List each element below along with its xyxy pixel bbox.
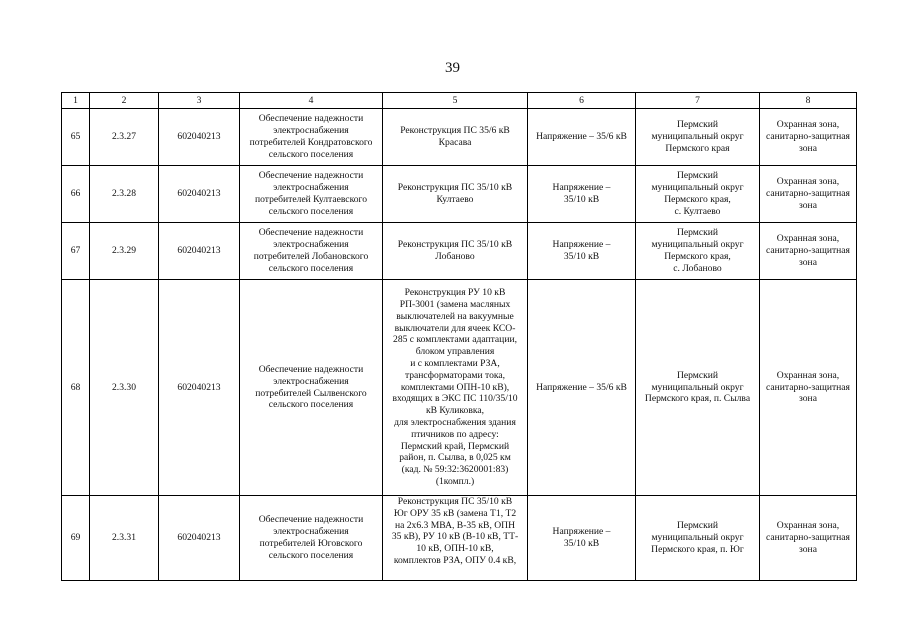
row-purpose: Обеспечение надежности электроснабжения потребителей Юговского сельского поселения xyxy=(240,496,383,581)
row-location: Пермский муниципальный округ Пермского края xyxy=(636,109,760,166)
objects-table xyxy=(61,92,857,581)
row-number: 65 xyxy=(62,109,90,166)
row-location: Пермский муниципальный округ Пермского края, с. Култаево xyxy=(636,166,760,223)
row-zone: Охранная зона, санитарно-защитная зона xyxy=(760,280,857,496)
page-number: 39 xyxy=(445,60,460,76)
row-code: 2.3.29 xyxy=(90,223,159,280)
row-code: 2.3.27 xyxy=(90,109,159,166)
row-object: Реконструкция ПС 35/10 кВ Култаево xyxy=(383,166,528,223)
row-id: 602040213 xyxy=(159,109,240,166)
header-cell: 3 xyxy=(159,93,240,109)
header-cell: 2 xyxy=(90,93,159,109)
row-id: 602040213 xyxy=(159,280,240,496)
row-purpose: Обеспечение надежности электроснабжения потребителей Култаевского сельского поселения xyxy=(240,166,383,223)
row-code: 2.3.28 xyxy=(90,166,159,223)
row-characteristics: Напряжение – 35/10 кВ xyxy=(528,496,636,581)
row-object: Реконструкция ПС 35/6 кВ Красава xyxy=(383,109,528,166)
table-row xyxy=(62,109,857,166)
row-location: Пермский муниципальный округ Пермского края, п. Сылва xyxy=(636,280,760,496)
header-row xyxy=(62,93,857,109)
header-cell: 6 xyxy=(528,93,636,109)
table-row xyxy=(62,223,857,280)
row-number: 66 xyxy=(62,166,90,223)
row-characteristics: Напряжение – 35/6 кВ xyxy=(528,280,636,496)
row-object: Реконструкция РУ 10 кВ РП-3001 (замена масляных выключателей на вакуумные выключатели для ячеек КСО- 285 с комплектами адаптации, блоком управления и с комплектами РЗА, трансформаторами тока, комплектами ОПН-10 кВ), входящих в ЭКС ПС 110/35/10 кВ Куликовка, для электроснабжения здания птичников по адресу: Пермский край, Пермский район, п. Сылва, в 0,025 км (кад. № 59:32:3620001:83) (1компл.) xyxy=(383,280,528,496)
row-object: Реконструкция ПС 35/10 кВ Лобаново xyxy=(383,223,528,280)
row-id: 602040213 xyxy=(159,166,240,223)
row-location: Пермский муниципальный округ Пермского края, с. Лобаново xyxy=(636,223,760,280)
row-location: Пермский муниципальный округ Пермского края, п. Юг xyxy=(636,496,760,581)
row-number: 67 xyxy=(62,223,90,280)
row-characteristics: Напряжение – 35/10 кВ xyxy=(528,166,636,223)
header-cell: 1 xyxy=(62,93,90,109)
header-cell: 4 xyxy=(240,93,383,109)
row-purpose: Обеспечение надежности электроснабжения потребителей Лобановского сельского поселения xyxy=(240,223,383,280)
table-row xyxy=(62,166,857,223)
row-purpose: Обеспечение надежности электроснабжения потребителей Сылвенского сельского поселения xyxy=(240,280,383,496)
row-zone: Охранная зона, санитарно-защитная зона xyxy=(760,496,857,581)
table-row xyxy=(62,496,857,581)
row-code: 2.3.31 xyxy=(90,496,159,581)
row-id: 602040213 xyxy=(159,223,240,280)
row-zone: Охранная зона, санитарно-защитная зона xyxy=(760,166,857,223)
row-zone: Охранная зона, санитарно-защитная зона xyxy=(760,223,857,280)
row-number: 69 xyxy=(62,496,90,581)
row-id: 602040213 xyxy=(159,496,240,581)
row-characteristics: Напряжение – 35/10 кВ xyxy=(528,223,636,280)
row-object: Реконструкция ПС 35/10 кВ Юг ОРУ 35 кВ (замена Т1, Т2 на 2х6.3 МВА, В-35 кВ, ОПН 35 кВ), РУ 10 кВ (В-10 кВ, ТТ- 10 кВ, ОПН-10 кВ, комплектов РЗА, ОПУ 0.4 кВ, xyxy=(383,496,528,581)
row-number: 68 xyxy=(62,280,90,496)
row-purpose: Обеспечение надежности электроснабжения потребителей Кондратовского сельского поселения xyxy=(240,109,383,166)
row-zone: Охранная зона, санитарно-защитная зона xyxy=(760,109,857,166)
header-cell: 8 xyxy=(760,93,857,109)
table-row xyxy=(62,280,857,496)
row-characteristics: Напряжение – 35/6 кВ xyxy=(528,109,636,166)
header-cell: 7 xyxy=(636,93,760,109)
header-cell: 5 xyxy=(383,93,528,109)
row-code: 2.3.30 xyxy=(90,280,159,496)
